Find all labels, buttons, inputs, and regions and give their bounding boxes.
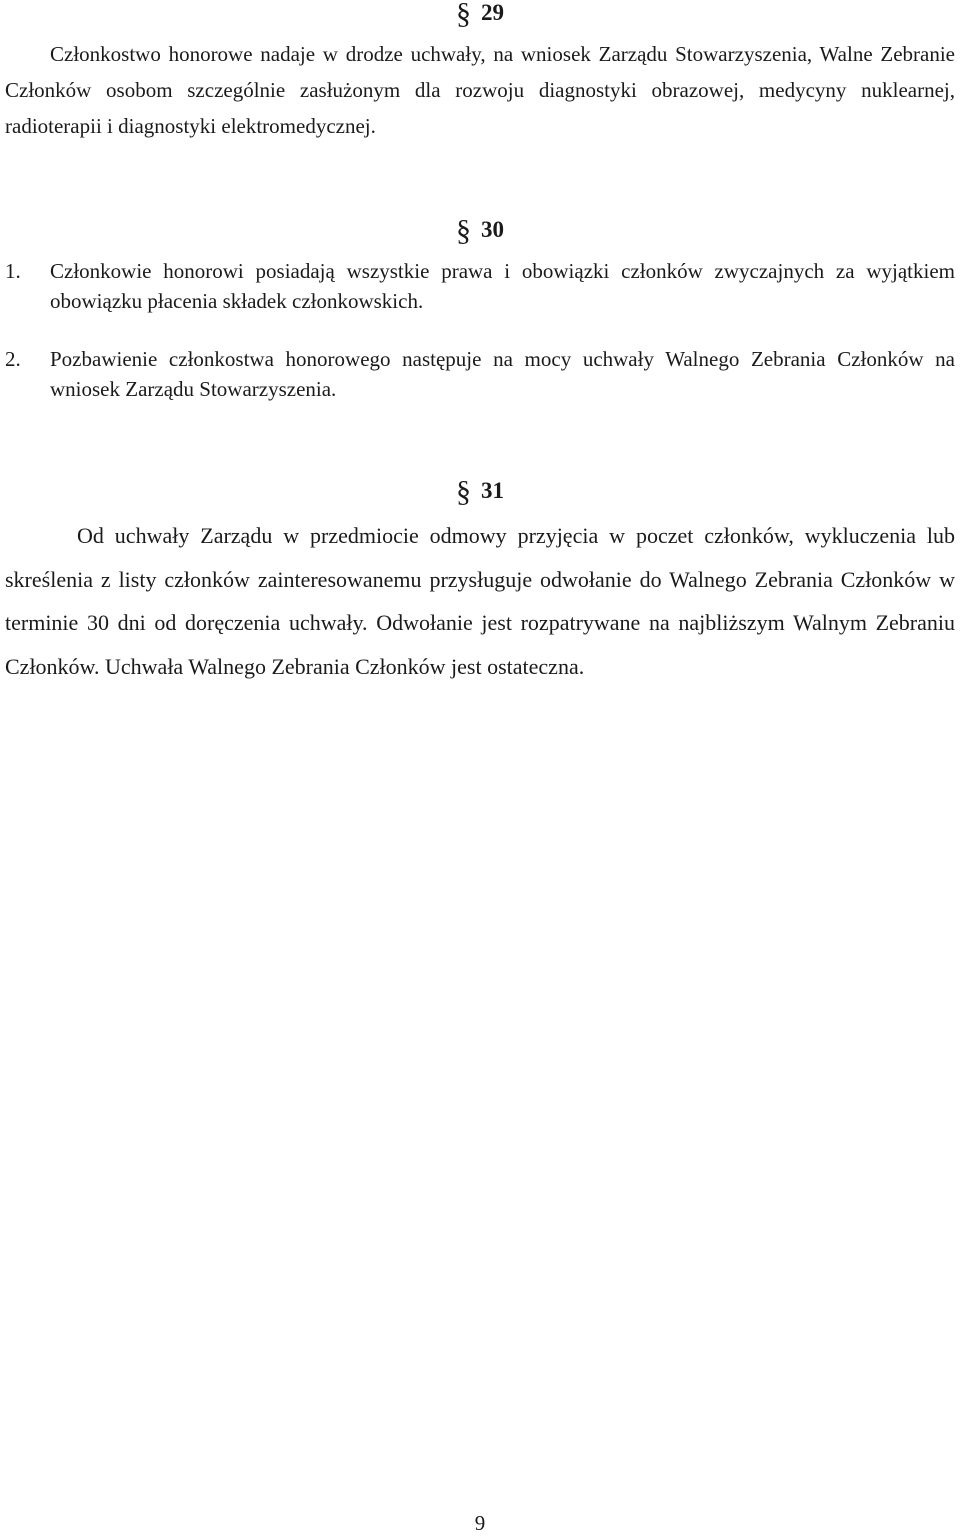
section-30-heading <box>0 216 960 245</box>
section-sign: § <box>456 214 471 247</box>
item-text: Członkowie honorowi posiadają wszystkie prawa i obowiązki członków zwyczajnych za wyjątkiem obowiązku płacenia składek członkowskich. <box>50 259 955 313</box>
section-sign: § <box>456 475 471 508</box>
section-31-text: Od uchwały Zarządu w przedmiocie odmowy przyjęcia w poczet członków, wykluczenia lub skreślenia z listy członków zainteresowanemu przysługuje odwołanie do Walnego Zebrania Członków w terminie 30 dni od doręczenia uchwały. Odwołanie jest rozpatrywane na najbliższym Walnym Zebraniu Członków. Uchwała Walnego Zebrania Członków jest ostateczna. <box>5 523 955 679</box>
section-30-item-2 <box>5 344 955 404</box>
section-sign: § <box>456 0 471 30</box>
section-30-item-1 <box>5 256 955 316</box>
section-29-heading <box>0 0 960 28</box>
section-number: 31 <box>481 478 504 503</box>
item-number: 1. <box>5 259 21 283</box>
section-number: 29 <box>481 0 504 25</box>
item-number: 2. <box>5 347 21 371</box>
item-text: Pozbawienie członkostwa honorowego następuje na mocy uchwały Walnego Zebrania Członków na wniosek Zarządu Stowarzyszenia. <box>50 347 955 401</box>
page-number: 9 <box>474 1511 486 1535</box>
section-31-heading <box>0 477 960 506</box>
section-29-text: Członkostwo honorowe nadaje w drodze uchwały, na wniosek Zarządu Stowarzyszenia, Walne Zebranie Członków osobom szczególnie zasłużonym dla rozwoju diagnostyki obrazowej, medycyny nuklearnej, radioterapii i diagnostyki elektromedycznej. <box>5 42 955 138</box>
section-number: 30 <box>481 217 504 242</box>
